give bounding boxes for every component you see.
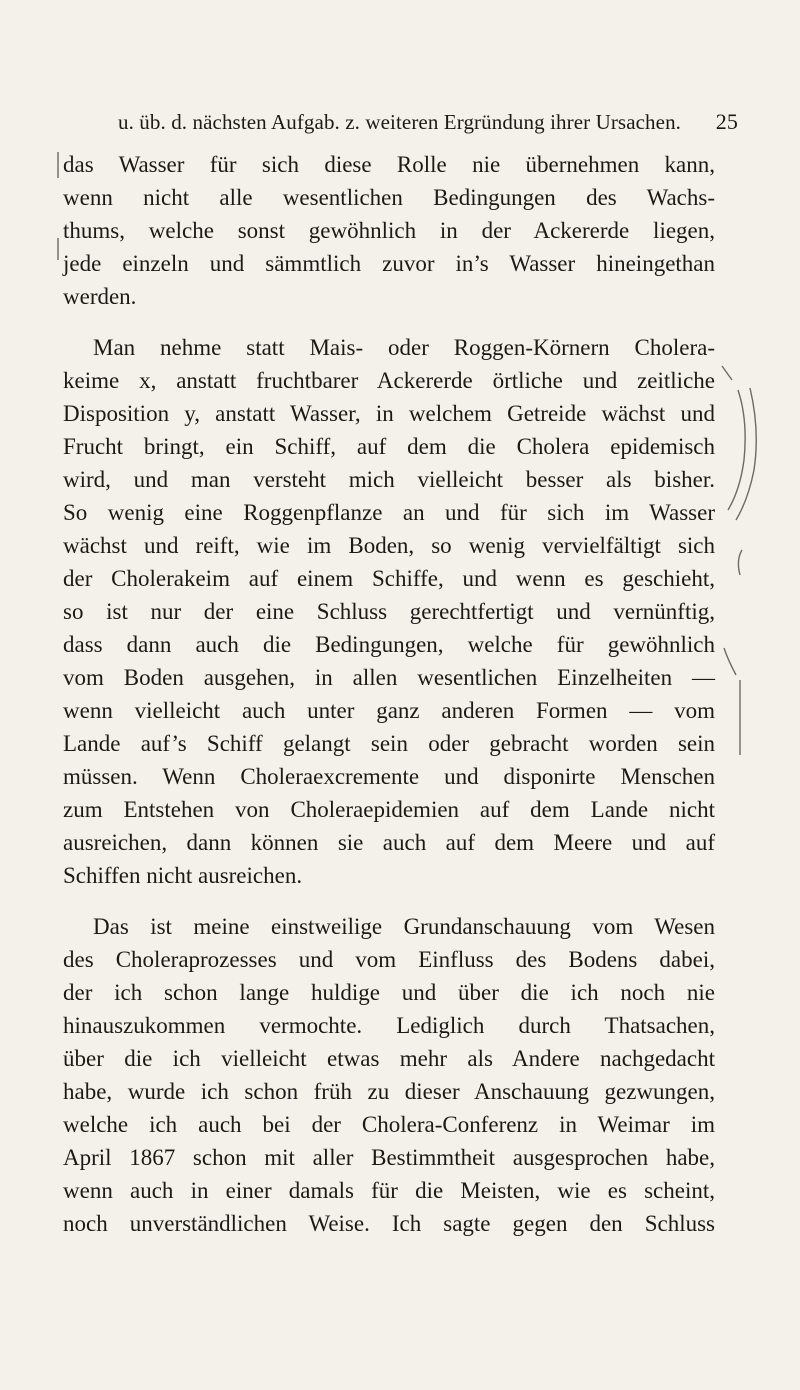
text-line: über die ich vielleicht etwas mehr als Andere nachgedacht <box>63 1046 715 1071</box>
page-number: 25 <box>715 109 738 134</box>
text-line: vom Boden ausgehen, in allen wesentlichen Einzelheiten — <box>63 665 715 690</box>
text-line: keime x, anstatt fruchtbarer Ackererde örtliche und zeitliche <box>63 368 715 393</box>
text-line: der Cholerakeim auf einem Schiffe, und wenn es geschieht, <box>63 566 715 591</box>
running-head-title: u. üb. d. nächsten Aufgab. z. weiteren Ergründung ihrer Ursachen. <box>118 110 682 134</box>
text-line: wenn nicht alle wesentlichen Bedingungen des Wachs- <box>63 185 715 210</box>
paragraph-gap <box>63 313 715 331</box>
text-line: Man nehme statt Mais- oder Roggen-Körnern Cholera- <box>93 335 715 360</box>
text-line: des Choleraprozesses und vom Einfluss des Bodens dabei, <box>63 947 715 972</box>
text-line: müssen. Wenn Choleraexcremente und disponirte Menschen <box>63 764 715 789</box>
text-line: Disposition y, anstatt Wasser, in welchem Getreide wächst und <box>63 401 715 426</box>
text-line: Lande auf’s Schiff gelangt sein oder gebracht worden sein <box>63 731 715 756</box>
paragraph-1 <box>63 148 715 313</box>
text-line: wenn vielleicht auch unter ganz anderen Formen — vom <box>63 698 715 723</box>
text-line: jede einzeln und sämmtlich zuvor in’s Wasser hineingethan <box>63 251 715 276</box>
text-line: April 1867 schon mit aller Bestimmtheit ausgesprochen habe, <box>63 1145 715 1170</box>
text-line: so ist nur der eine Schluss gerechtfertigt und vernünftig, <box>63 599 715 624</box>
text-line: noch unverständlichen Weise. Ich sagte gegen den Schluss <box>63 1211 715 1236</box>
margin-pencil-mark <box>718 360 788 780</box>
text-line: der ich schon lange huldige und über die ich noch nie <box>63 980 715 1005</box>
paragraph-2 <box>63 331 715 892</box>
text-line: So wenig eine Roggenpflanze an und für sich im Wasser <box>63 500 715 525</box>
text-line: wird, und man versteht mich vielleicht besser als bisher. <box>63 467 715 492</box>
text-line: Frucht bringt, ein Schiff, auf dem die Cholera epidemisch <box>63 434 715 459</box>
text-line: werden. <box>63 284 137 309</box>
margin-pencil-mark <box>52 150 64 270</box>
body-text <box>63 148 715 1240</box>
text-line: zum Entstehen von Choleraepidemien auf dem Lande nicht <box>63 797 715 822</box>
paragraph-3 <box>63 910 715 1240</box>
running-head <box>118 108 738 136</box>
text-line: Das ist meine einstweilige Grundanschauung vom Wesen <box>93 914 715 939</box>
text-line: dass dann auch die Bedingungen, welche für gewöhnlich <box>63 632 715 657</box>
text-line: thums, welche sonst gewöhnlich in der Ackererde liegen, <box>63 218 715 243</box>
text-line: das Wasser für sich diese Rolle nie übernehmen kann, <box>63 152 715 177</box>
text-line: welche ich auch bei der Cholera-Conferenz in Weimar im <box>63 1112 715 1137</box>
text-line: wächst und reift, wie im Boden, so wenig vervielfältigt sich <box>63 533 715 558</box>
text-line: habe, wurde ich schon früh zu dieser Anschauung gezwungen, <box>63 1079 715 1104</box>
text-line: hinauszukommen vermochte. Lediglich durch Thatsachen, <box>63 1013 715 1038</box>
text-line: ausreichen, dann können sie auch auf dem Meere und auf <box>63 830 715 855</box>
text-line: wenn auch in einer damals für die Meisten, wie es scheint, <box>63 1178 715 1203</box>
text-line: Schiffen nicht ausreichen. <box>63 863 303 888</box>
paragraph-gap <box>63 892 715 910</box>
